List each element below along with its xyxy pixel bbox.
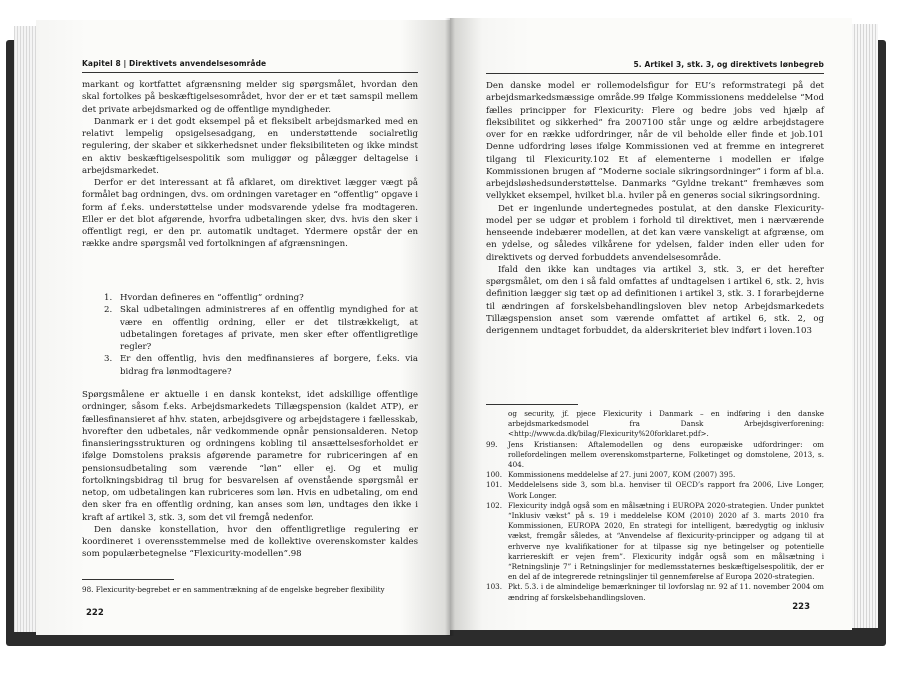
header-rule [82,72,418,73]
page-number: 222 [86,608,104,618]
footnote [486,440,824,471]
footnote-text: Jens Kristiansen: Aftalemodellen og dens europæiske udfordringer: om rollefordelingen mellem overenskomstparterne, Folketinget og domstolene, 2013, s. 404. [508,439,824,470]
footnote-number: 103. [486,582,503,592]
footnote [486,470,824,480]
footnote-rule [486,404,578,405]
body-text-top [82,79,418,251]
list-number: 3. [104,354,113,365]
list-item [82,292,418,304]
paragraph: Den danske konstellation, hvor den offentligretlige regulering er koordineret i overensstemmelse med de kollektive overenskomster kaldes som populærbetegnelse “Flexicurity-modellen”.98 [82,524,418,560]
list-item [82,304,418,353]
left-page [36,20,450,635]
footnote-number: 102. [486,500,503,510]
book-gutter [445,18,455,636]
paragraph: Ifald den ikke kan undtages via artikel 3, stk. 3, er det herefter spørgsmålet, om den i så fald omfattes af undtagelsen i artikel 6, stk. 2, hvis definition lægger sig tæt op ad definitionen i artikel 3, stk. 3. I forarbejderne til ændringen af forskelsbehandlingsloven blev netop Arbejdsmarkedets Tillægspension anset som værende omfattet af artikel 6, stk. 2, og derigennem undtaget forbuddet, da alderskriteriet blev indført i loven.103 [486,264,824,336]
running-head: 5. Artikel 3, stk. 3, og direktivets lønbegreb [633,60,824,69]
footnotes [486,409,824,603]
footnote-rule [82,579,174,580]
footnote-text: Pkt. 5.3. i de almindelige bemærkninger til lovforslag nr. 92 af 11. november 2004 om ændring af forskelsbehandlingsloven. [508,582,824,602]
list-item [82,353,418,378]
paragraph: Det er ingenlunde undertegnedes postulat, at den danske Flexicurity-model per se udgør et problem i forhold til direktivet, men i nærværende henseende indebærer modellen, at det kan være vanskeligt at afgrænse, om en ydelse, og således vilkårene for ydelsen, falder inden eller uden for direktivets og derved forbuddets anvendelsesområde. [486,203,824,263]
footnote-text: og security, jf. pjece Flexicurity i Danmark – en indføring i den danske arbejdsmarkedsmodel fra Dansk Arbejdsgiverforening: <http://www.da.dk/bilag/Flexicurity%20forklaret.pdf>. [508,409,824,439]
footnote-number: 100. [486,470,503,480]
paragraph: Danmark er i det godt eksempel på et fleksibelt arbejdsmarked med en relativt lempelig opsigelsesadgang, en understøttende socialretlig regulering, der skaber et sikkerhedsnet under fleksibiliteten og ikke mindst en aktiv beskæftigelsespolitik som muliggør og pålægger deltagelse i arbejdsmarkedet. [82,116,418,176]
footnote-text: Meddelelsens side 3, som bl.a. henviser til OECD’s rapport fra 2006, Live Longer, Work Longer. [508,480,824,500]
list-number: 1. [104,293,113,303]
header-rule [486,73,824,74]
footnote [486,501,824,583]
footnote-number: 99. [486,439,498,449]
footnote-text: Kommissionens meddelelse af 27. juni 2007, KOM (2007) 395. [508,470,736,480]
footnote: 98. Flexicurity-begrebet er en sammentrækning af de engelske begreber flexibility [82,585,385,594]
list-item-text: Hvordan defineres en “offentlig” ordning? [120,293,304,303]
paragraph: Spørgsmålene er aktuelle i en dansk kontekst, idet adskillige offentlige ordninger, såsom f.eks. Arbejdsmarkedets Tillægspension (kaldet ATP), er fællesfinansieret af hhv. staten, arbejdsgivere og arbejdstagere i fællesskab, hvorefter den udbetales, når vedkommende opnår pensionsalderen. Netop finansieringsstrukturen og ordningens kobling til ansættelsesforholdet er ifølge Domstolens praksis afgørende parametre for rubriceringen af en pensionsudbetaling som værende “løn” eller ej. Og et mulig fortolkningsbidrag til brug for besvarelsen af ovenstående spørgsmål er netop, om udbetalingen kan rubriceres som løn. Hvis en udbetaling, om end den sker fra en offentlig ordning, kan anses som løn, undtages den ikke i kraft af artikel 3, stk. 3, som det vil fremgå nedenfor. [82,390,418,523]
page-number: 223 [792,602,810,612]
footnote-continuation [486,409,824,440]
footnote-text: Flexicurity indgå også som en målsætning i EUROPA 2020-strategien. Under punktet “Inklusiv vækst” på s. 19 i meddelelse KOM (2010) 2020 af 3. marts 2010 fra Kommissionen, EUROPA 2020, En strategi for intelligent, bæredygtig og inklusiv vækst, fremgår således, at “Anvendelse af flexicurity-principper og adgang til at erhverve nye kvalifikationer for at tilpasse sig nye betingelser og potentielle karriereskift er vejen frem”. Flexicurity indgår også som en målsætning i “Retningslinje 7” i Retningslinjer for medlemsstaternes beskæftigelsespolitik, der er en del af de integrerede retningslinjer til gennemførelse af Europa 2020-strategien. [508,500,824,582]
paragraph: Den danske model er rollemodelsfigur for EU’s reformstrategi på det arbejdsmarkedsmæssige område.99 Ifølge Kommissionens meddelelse “Mod fælles principper for Flexicurity: Flere og bedre jobs ved hjælp af fleksibilitet og sikkerhed” fra 2007100 står unge og ældre arbejdstagere over for en række udfordringer, når de vil beholde eller finde et job.101 Denne udfordring løses ifølge Kommissionen ved at fremme en integreret tilgang til Flexicurity.102 Et af elementerne i modellen er ifølge Kommissionen brugen af “Moderne sociale sikringsordninger” i form af bl.a. arbejdsløshedsunderstøttelse. Danmarks “Gyldne trekant” fremhæves som vellykket eksempel, hvilket bl.a. hviler på en generøs social sikringsordning. [486,81,824,202]
numbered-list [82,292,418,378]
paragraph: markant og kortfattet afgrænsning melder sig spørgsmålet, hvordan den skal fortolkes på beskæftigelsesområdet, hvor der er et tæt samspil mellem det private arbejdsmarked og de offentlige myndigheder. [82,80,418,115]
running-head: Kapitel 8 | Direktivets anvendelsesområde [82,59,267,68]
footnote [486,480,824,500]
footnote-number: 101. [486,480,503,490]
list-item-text: Er den offentlig, hvis den medfinansieres af borgere, f.eks. via bidrag fra lønmodtagere? [120,354,418,377]
list-number: 2. [104,305,113,316]
body-text [486,80,824,337]
right-page [450,18,852,630]
footnote [486,582,824,602]
list-item-text: Skal udbetalingen administreres af en offentlig myndighed for at være en offentlig ordning, eller er det tilstrækkeligt, at udbetalingen foretages af private, men sker efter offentligretlige regler? [120,305,418,352]
body-text-bottom [82,389,418,561]
paragraph: Derfor er det interessant at få afklaret, om direktivet lægger vægt på formålet bag ordningen, dvs. om ordningen varetager en “offentlig” opgave i form af f.eks. understøttelse under modsvarende ydelse fra modtageren. Eller er det blot afgørende, hvorfra udbetalingen sker, dvs. hvis den sker i offentligt regi, er den pr. automatik undtaget. Ydermere opstår der en række andre spørgsmål ved fortolkningen af afgrænsningen. [82,178,418,250]
